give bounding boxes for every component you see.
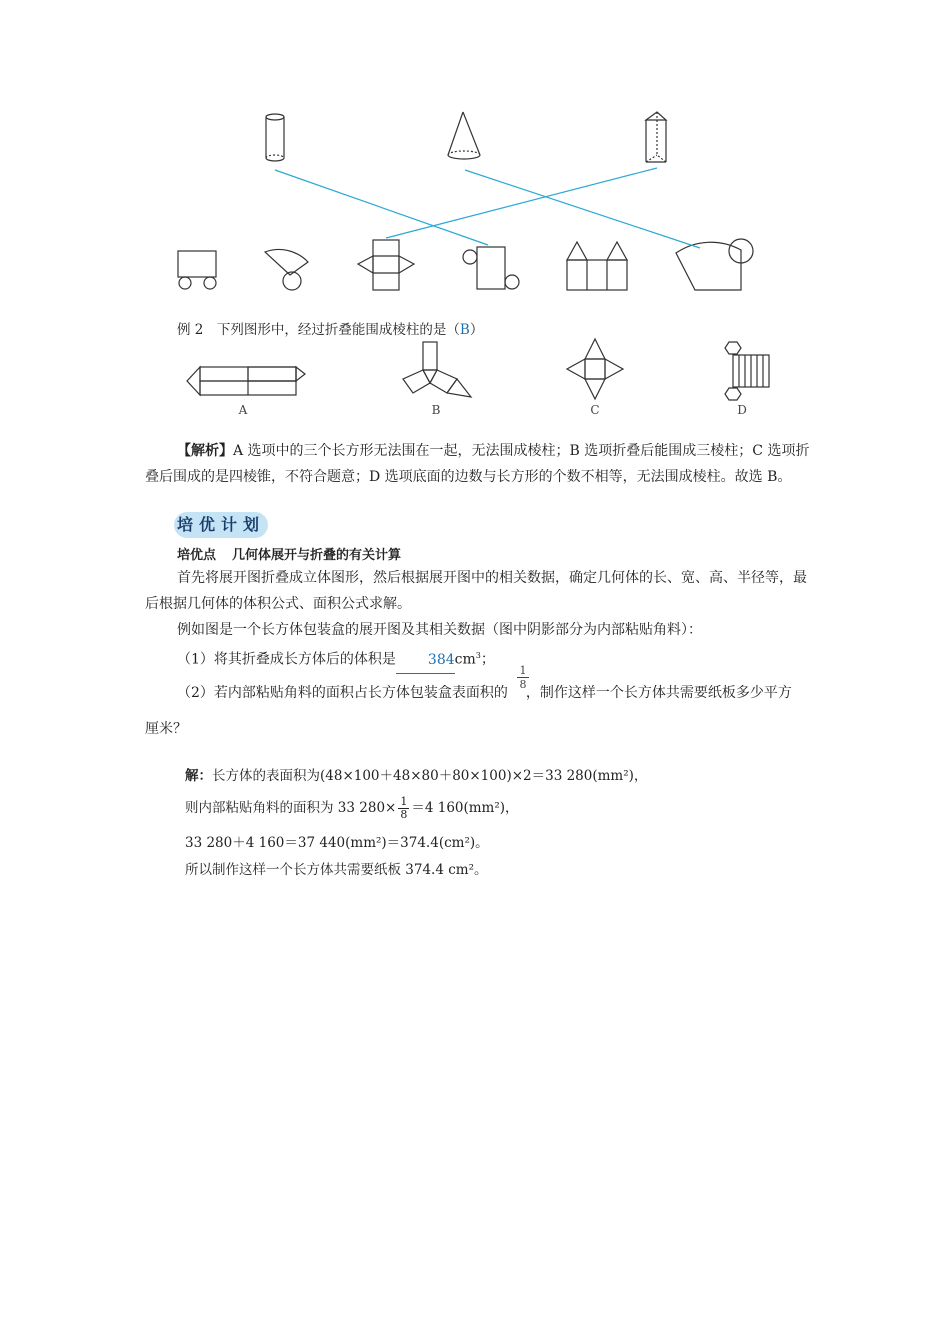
option-b-label: B: [431, 403, 441, 417]
net-rectangle-wheels: [178, 251, 216, 289]
solution-line-2-b: ＝4 160(mm²)，: [411, 800, 519, 816]
solution-fraction-numerator: 1: [400, 795, 408, 808]
option-d-label: D: [737, 403, 747, 417]
q1-unit: cm: [454, 651, 476, 668]
section-badge: 培优计划: [174, 512, 268, 538]
triangular-prism-solid: [646, 112, 666, 162]
q2-fraction: [517, 664, 529, 691]
q2-fraction-denominator: 8: [519, 678, 527, 691]
net-cone: [676, 239, 753, 290]
section-heading-label: 培优点: [177, 548, 217, 563]
net-triangular-prism: [358, 240, 414, 290]
solids-nets-matching-figure: [160, 100, 800, 300]
analysis-tag: 【解析】: [177, 443, 233, 459]
net-sector-circle: [265, 249, 308, 290]
option-a-label: A: [238, 403, 248, 417]
analysis-paragraph: [145, 438, 810, 490]
option-c-net: [567, 339, 623, 399]
section-heading-title: 几何体展开与折叠的有关计算: [232, 548, 402, 563]
solution-line-2: [185, 796, 519, 821]
q2-prefix: （2）若内部粘贴角料的面积占长方体包装盒表面积的: [177, 685, 508, 701]
net-rectangles-triangles: [567, 242, 627, 290]
solution-line-2-a: 则内部粘贴角料的面积为 33 280×: [185, 800, 397, 816]
solution-label: 解：: [185, 768, 212, 784]
example2-options-figure: [175, 335, 795, 425]
q2-suffix: ，制作这样一个长方体共需要纸板多少平方: [525, 685, 792, 701]
q2-fraction-numerator: 1: [517, 664, 529, 678]
q1-prefix: （1）将其折叠成长方体后的体积是: [177, 651, 396, 668]
match-line-cylinder: [275, 170, 488, 245]
option-a-net: [187, 367, 305, 395]
q1-answer: 384: [396, 647, 455, 674]
net-cylinder: [463, 247, 519, 289]
solution-line-1-text: 长方体的表面积为(48×100＋48×80＋80×100)×2＝33 280(mm²)，: [212, 768, 648, 784]
question-1: （1）将其折叠成长方体后的体积是 $384cm^3$；: [145, 643, 810, 674]
example2-prefix: 例 2 下列图形中，经过折叠能围成棱柱的是（: [177, 322, 460, 338]
example-statement: 例如图是一个长方体包装盒的展开图及其相关数据（图中阴影部分为内部粘贴角料）：: [177, 622, 702, 638]
intro-paragraph: 首先将展开图折叠成立体图形，然后根据展开图中的相关数据，确定几何体的长、宽、高、半径等，最后根据几何体的体积公式、面积公式求解。: [145, 570, 807, 612]
option-b-net: [403, 342, 471, 397]
analysis-body: A 选项中的三个长方形无法围在一起，无法围成棱柱；B 选项折叠后能围成三棱柱；C 选项折叠后围成的是四棱锥，不符合题意；D 选项底面的边数与长方形的个数不相等，无法围成棱柱。故选 B。: [145, 443, 810, 485]
option-d-net: [725, 342, 769, 400]
cone-solid: [448, 112, 480, 159]
cylinder-solid: [266, 114, 284, 161]
solution-fraction: [398, 796, 409, 821]
example2-answer: B: [459, 322, 470, 338]
question-2: [145, 680, 810, 706]
solution-line-4: 所以制作这样一个长方体共需要纸板 374.4 cm²。: [185, 862, 488, 878]
q1-suffix: ；: [480, 651, 495, 668]
solution-fraction-denominator: 8: [400, 808, 408, 821]
solution-line-3: 33 280＋4 160＝37 440(mm²)＝374.4(cm²)。: [185, 835, 489, 851]
question-2-continued: 厘米？: [145, 721, 187, 737]
option-c-label: C: [590, 403, 600, 417]
example2-suffix: ）: [469, 322, 484, 338]
solution-line-1: [185, 766, 647, 786]
section-heading: [177, 544, 401, 563]
match-line-prism: [386, 168, 657, 238]
